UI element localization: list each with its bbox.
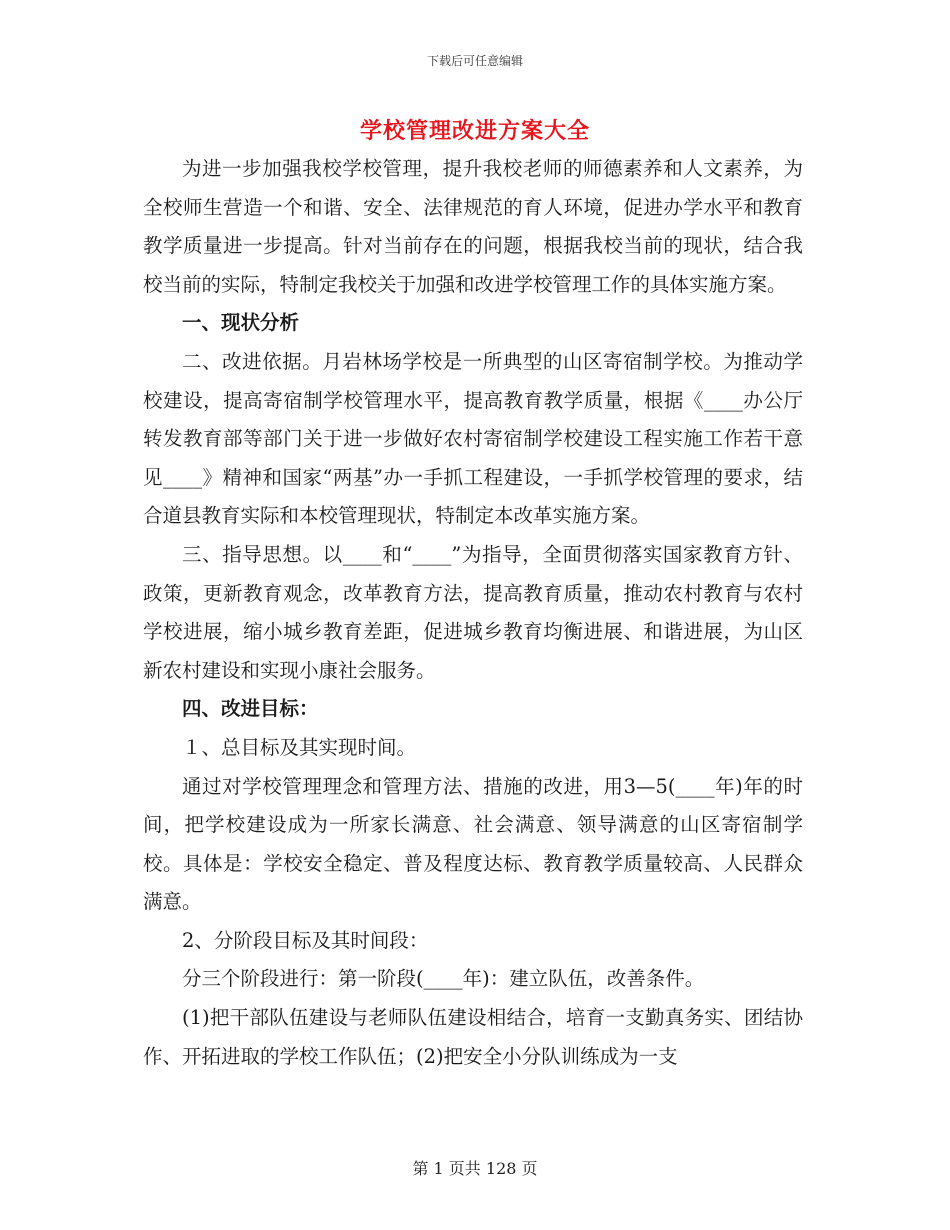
page-header: 下载后可任意编辑 xyxy=(426,54,523,68)
section-guiding-paragraph: 三、指导思想。以____和“____”为指导，全面贯彻落实国家教育方针、政策，更新教育观念，改革教育方法，提高教育质量，推动农村教育与农村学校进展，缩小城乡教育差距，促进城乡教育均衡进展、和谐进展，为山区新农村建设和实现小康社会服务。 xyxy=(143,542,803,682)
section-heading-status: 一、现状分析 xyxy=(182,311,300,335)
page-footer: 第 1 页共 128 页 xyxy=(412,1159,538,1178)
section-basis-paragraph: 二、改进依据。月岩林场学校是一所典型的山区寄宿制学校。为推动学校建设，提高寄宿制学校管理水平，提高教育教学质量，根据《____办公厅转发教育部等部门关于进一步做好农村寄宿制学校建设工程实施工作若干意见____》精神和国家“两基”办一手抓工程建设，一手抓学校管理的要求，结合道县教育实际和本校管理现状，特制定本改革实施方案。 xyxy=(143,349,803,528)
section-heading-goals: 四、改进目标： xyxy=(182,697,319,721)
overall-goal-paragraph: 通过对学校管理理念和管理方法、措施的改进，用3—5(____年)年的时间，把学校建设成为一所家长满意、社会满意、领导满意的山区寄宿制学校。具体是：学校安全稳定、普及程度达标、教育教学质量较高、人民群众满意。 xyxy=(143,774,803,914)
goal-subheading-overall: １、总目标及其实现时间。 xyxy=(182,735,417,759)
stage-one-details-paragraph: (1)把干部队伍建设与老师队伍建设相结合，培育一支勤真务实、团结协作、开拓进取的学校工作队伍；(2)把安全小分队训练成为一支 xyxy=(143,1006,803,1068)
document-title: 学校管理改进方案大全 xyxy=(359,118,590,144)
goal-subheading-stages: 2、分阶段目标及其时间段： xyxy=(182,928,429,952)
intro-paragraph: 为进一步加强我校学校管理，提升我校老师的师德素养和人文素养，为全校师生营造一个和谐、安全、法律规范的育人环境，促进办学水平和教育教学质量进一步提高。针对当前存在的问题，根据我校当前的现状，结合我校当前的实际，特制定我校关于加强和改进学校管理工作的具体实施方案。 xyxy=(143,157,803,296)
stage-one-paragraph: 分三个阶段进行：第一阶段(____年)：建立队伍，改善条件。 xyxy=(182,967,705,991)
document-body xyxy=(143,150,803,1076)
